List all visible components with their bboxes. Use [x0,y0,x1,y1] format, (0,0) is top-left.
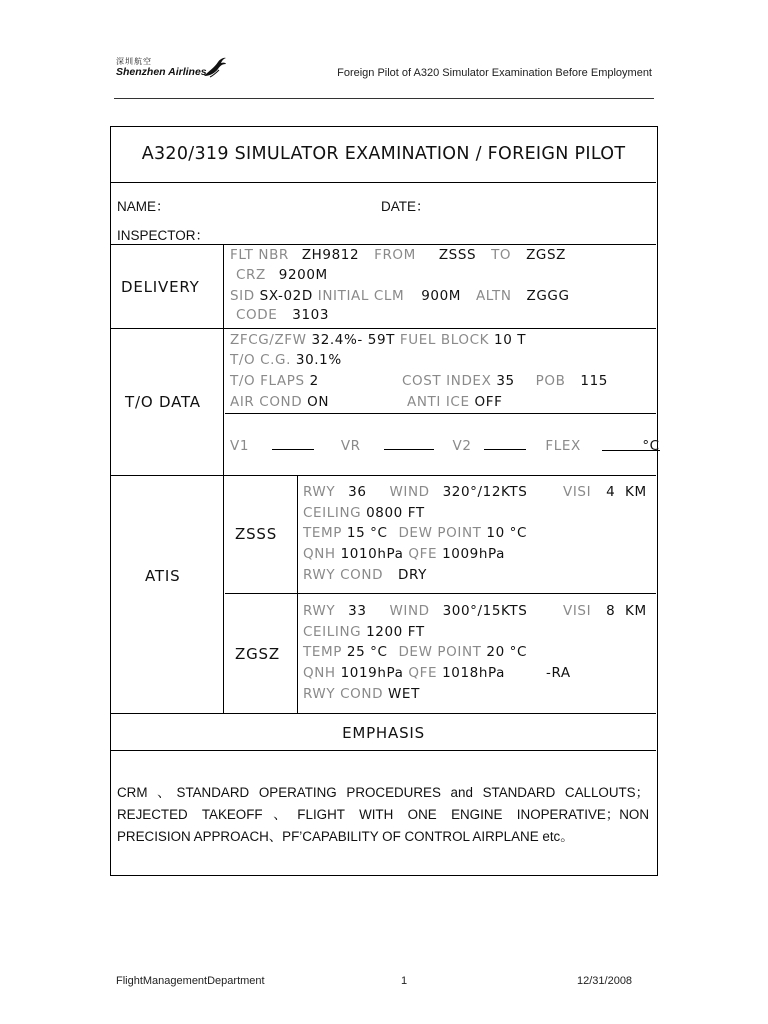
divider [111,182,656,183]
document-header-title: Foreign Pilot of A320 Simulator Examination Before Employment [337,67,652,79]
flaps-value: 2 [309,373,319,389]
zgsz-ceiling [303,624,425,640]
from-value: ZSSS [438,247,477,263]
divider [297,475,298,713]
dew-point-label: DEW POINT [398,525,482,541]
atis-section-label: ATIS [145,567,181,585]
to-cg-label: T/O C.G. [230,352,291,368]
date-label: DATE： [381,199,430,214]
to-value: ZGSZ [526,247,566,263]
rwy-label: RWY [303,484,336,500]
cost-index-value: 35 [496,373,515,389]
dew-point-value: 20 °C [486,644,528,660]
to-data-row-2 [230,352,342,368]
to-data-section-label: T/O DATA [125,393,201,411]
header-divider [114,98,654,99]
zgsz-rwy-wind [303,603,527,619]
zgsz-temp [303,644,527,660]
v-speeds-row [230,437,660,454]
qnh-label: QNH [303,546,336,562]
qnh-value: 1010hPa [340,546,404,562]
to-data-row-1 [230,332,526,348]
dew-point-label: DEW POINT [398,644,482,660]
wind-label: WIND [389,603,430,619]
fuel-block-label: FUEL BLOCK [399,332,490,348]
v2-label: V2 [452,438,472,454]
delivery-row-4 [236,307,329,323]
atis-station-zgsz: ZGSZ [235,645,280,663]
wind-label: WIND [389,484,430,500]
flex-blank [602,438,660,454]
fuel-block-value: 10 T [494,332,527,348]
flaps-label: T/O FLAPS [230,373,305,389]
altn-label: ALTN [475,288,512,304]
air-cond-value: ON [307,394,330,410]
crz-value: 9200M [278,267,328,283]
zsss-ceiling [303,505,425,521]
cost-index [402,373,608,389]
divider [225,413,656,414]
dew-point-value: 10 °C [486,525,528,541]
zsss-rwy-cond [303,567,427,583]
rwy-cond-label: RWY COND [303,567,384,583]
to-label: TO [491,247,512,263]
inspector-label: INSPECTOR： [117,228,210,243]
v2-blank [484,437,526,450]
divider [111,750,656,751]
initial-clm-label: INITIAL CLM [317,288,405,304]
delivery-row-2 [236,267,328,283]
ceiling-label: CEILING [303,505,362,521]
initial-clm-value: 900M [421,288,462,304]
visi-label: VISI [563,484,592,500]
sid-value: SX-02D [259,288,313,304]
ceiling-value: 1200 FT [366,624,425,640]
logo-chinese-name: 深圳航空 [116,57,152,66]
rwy-cond-value: DRY [397,567,427,583]
code-label: CODE [236,307,278,323]
delivery-section-label: DELIVERY [121,278,200,296]
form-title: A320/319 SIMULATOR EXAMINATION / FOREIGN PILOT [141,144,626,164]
delivery-row-3 [230,288,570,304]
zgsz-weather: -RA [546,665,571,681]
qfe-value: 1009hPa [442,546,505,562]
temp-value: 25 °C [346,644,388,660]
altn-value: ZGGG [526,288,570,304]
visi-value: 4 KM [606,484,647,500]
zsss-visi [563,484,647,500]
temp-label: TEMP [303,644,342,660]
temp-label: TEMP [303,525,342,541]
divider [111,713,656,714]
cost-index-label: COST INDEX [402,373,492,389]
wind-value: 300°/15KTS [442,603,528,619]
zfcg-value: 32.4%- 59T [311,332,396,348]
zgsz-rwy-cond [303,686,420,702]
qfe-label: QFE [408,665,438,681]
rwy-label: RWY [303,603,336,619]
vr-blank [384,437,434,450]
wind-value: 320°/12KTS [442,484,528,500]
flex-label: FLEX [545,438,581,454]
visi-value: 8 KM [606,603,647,619]
airline-logo [116,56,228,82]
flex-unit: °C [642,438,660,454]
ceiling-value: 0800 FT [366,505,425,521]
footer-date: 12/31/2008 [577,975,633,987]
divider [111,475,656,476]
zgsz-qnh [303,665,505,681]
ceiling-label: CEILING [303,624,362,640]
divider [225,593,656,594]
zsss-rwy-wind [303,484,527,500]
footer-page-number: 1 [401,975,408,987]
sid-label: SID [230,288,255,304]
to-cg-value: 30.1% [295,352,342,368]
air-cond [230,394,329,410]
zsss-temp [303,525,527,541]
v1-label: V1 [230,438,250,454]
name-label: NAME： [117,199,170,214]
flt-nbr-value: ZH9812 [301,247,360,263]
qfe-value: 1018hPa [442,665,505,681]
rwy-value: 36 [348,484,367,500]
air-cond-label: AIR COND [230,394,303,410]
rwy-cond-value: WET [387,686,420,702]
bird-logo-icon [202,56,228,80]
anti-ice-label: ANTI ICE [407,394,470,410]
zgsz-visi [563,603,647,619]
qnh-label: QNH [303,665,336,681]
rwy-value: 33 [348,603,367,619]
from-label: FROM [374,247,416,263]
pob-value: 115 [580,373,608,389]
to-flaps [230,373,319,389]
emphasis-section-label: EMPHASIS [342,724,425,742]
anti-ice [407,394,502,410]
zfcg-label: ZFCG/ZFW [230,332,307,348]
examination-form-table [110,126,658,876]
logo-english-name: Shenzhen Airlines [116,66,207,78]
emphasis-text: CRM 、STANDARD OPERATING PROCEDURES and STANDARD CALLOUTS；REJECTED TAKEOFF、FLIGHT WITH ONE ENGINE INOPERATIVE；NON PRECISION APPROACH、PF’CAPABILITY OF CONTROL AIRPLANE etc。 [117,785,649,844]
delivery-row-1 [230,247,566,263]
divider [111,328,656,329]
qfe-label: QFE [408,546,438,562]
atis-station-zsss: ZSSS [235,525,278,543]
visi-label: VISI [563,603,592,619]
temp-value: 15 °C [346,525,388,541]
divider [111,244,656,245]
crz-label: CRZ [236,267,266,283]
zsss-qnh [303,546,505,562]
footer-department: FlightManagementDepartment [116,975,265,987]
rwy-cond-label: RWY COND [303,686,384,702]
v1-blank [272,437,314,450]
code-value: 3103 [292,307,330,323]
flt-nbr-label: FLT NBR [230,247,289,263]
divider [223,244,224,713]
vr-label: VR [340,438,361,454]
qnh-value: 1019hPa [340,665,404,681]
anti-ice-value: OFF [474,394,503,410]
pob-label: POB [535,373,566,389]
